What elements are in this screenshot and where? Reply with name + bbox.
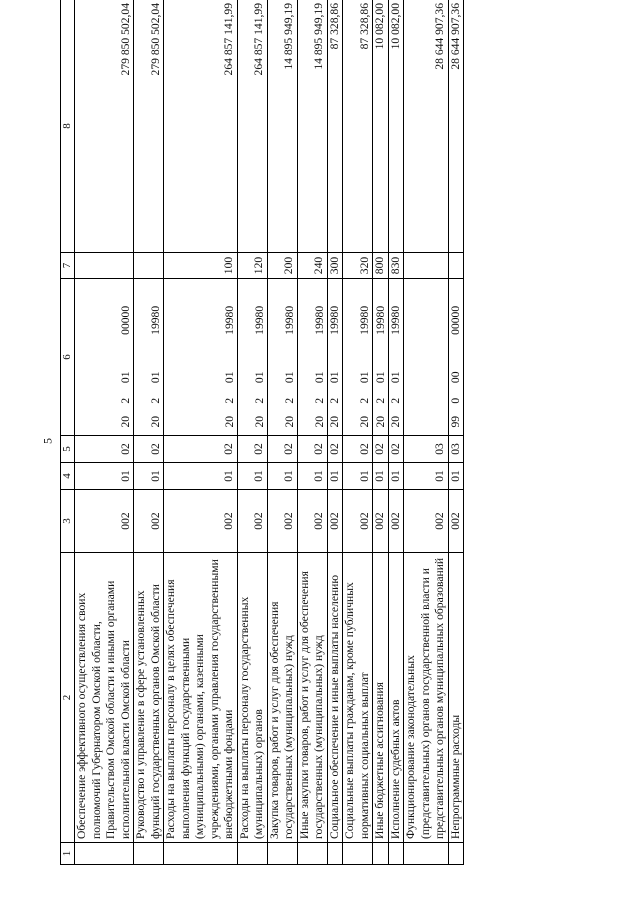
- target-article-cell: [237, 279, 267, 436]
- subsection-cell: 03: [404, 436, 449, 463]
- amount-cell: 14 895 949,19: [297, 0, 327, 253]
- row-number-cell: [448, 843, 464, 865]
- row-number-cell: [327, 843, 343, 865]
- expense-type-cell: [75, 253, 134, 279]
- expense-type-cell: 240: [297, 253, 327, 279]
- section-cell: 01: [327, 463, 343, 490]
- section-cell: 01: [343, 463, 373, 490]
- table-row: [75, 0, 134, 865]
- row-name: Исполнение судебных актов: [388, 553, 404, 843]
- amount-cell: 28 644 907,36: [448, 0, 464, 253]
- target-article-part: 00000: [119, 305, 132, 335]
- amount-cell: 10 082,00: [388, 0, 404, 253]
- code-cell: 002: [267, 490, 297, 553]
- target-article-cell: [448, 279, 464, 436]
- subsection-cell: 02: [327, 436, 343, 463]
- subsection-cell: 02: [297, 436, 327, 463]
- section-cell: 01: [164, 463, 238, 490]
- target-article-part: 01: [389, 371, 402, 384]
- subsection-cell: 02: [134, 436, 164, 463]
- code-cell: 002: [134, 490, 164, 553]
- amount-cell: 28 644 907,36: [404, 0, 449, 253]
- table-row: [343, 0, 373, 865]
- expense-type-cell: 300: [327, 253, 343, 279]
- row-number-cell: [404, 843, 449, 865]
- expense-type-cell: 800: [373, 253, 389, 279]
- target-article-part: 19980: [222, 305, 236, 335]
- target-article-part: 19980: [328, 305, 341, 335]
- amount-cell: 264 857 141,99: [164, 0, 238, 253]
- target-article-part: 01: [252, 371, 266, 384]
- table-row: [327, 0, 343, 865]
- row-number-cell: [388, 843, 404, 865]
- target-article-part: 20: [373, 415, 387, 428]
- header-row: [61, 0, 75, 865]
- section-cell: 01: [388, 463, 404, 490]
- row-number-cell: [134, 843, 164, 865]
- row-name: Расходы на выплаты персоналу государственных (муниципальных) органов: [237, 553, 267, 843]
- row-name: Расходы на выплаты персоналу в целях обеспечения выполнения функций государственными (муниципальными) органами, казенными учреждениями, органами управления государственными внебюджетными фондами: [164, 553, 238, 843]
- target-article-part: 2: [119, 397, 132, 404]
- target-article-part: 00: [449, 371, 462, 384]
- target-article-part: 20: [119, 415, 132, 428]
- target-article-cell: [134, 279, 164, 436]
- section-cell: 01: [237, 463, 267, 490]
- table-row: [134, 0, 164, 865]
- target-article-part: 2: [222, 397, 236, 404]
- subsection-cell: 02: [373, 436, 389, 463]
- target-article-part: 19980: [252, 305, 266, 335]
- target-article-part: 2: [328, 397, 341, 404]
- row-name: Функционирование законодательных (представительных) органов государственной власти и представительных органов муниципальных образований: [404, 553, 449, 843]
- section-cell: 01: [448, 463, 464, 490]
- target-article-part: 2: [282, 397, 296, 404]
- rotated-page: [60, 0, 635, 865]
- row-name: Иные бюджетные ассигнования: [373, 553, 389, 843]
- target-article-part: 2: [149, 397, 162, 404]
- amount-cell: 279 850 502,04: [75, 0, 134, 253]
- amount-cell: 279 850 502,04: [134, 0, 164, 253]
- row-name: Руководство и управление в сфере установленных функций государственных органов Омской области: [134, 553, 164, 843]
- amount-cell: 87 328,86: [343, 0, 373, 253]
- row-number-cell: [297, 843, 327, 865]
- code-cell: 002: [388, 490, 404, 553]
- target-article-part: 2: [389, 397, 402, 404]
- table-row: [164, 0, 238, 865]
- code-cell: 002: [75, 490, 134, 553]
- row-number-cell: [343, 843, 373, 865]
- target-article-part: 2: [252, 397, 266, 404]
- target-article-part: 19980: [358, 305, 371, 335]
- target-article-part: 19980: [149, 305, 162, 335]
- target-article-part: 01: [328, 371, 341, 384]
- target-article-cell: [164, 279, 238, 436]
- target-article-part: 20: [282, 415, 296, 428]
- row-number-cell: [237, 843, 267, 865]
- target-article-part: 99: [449, 415, 462, 428]
- expense-type-cell: 320: [343, 253, 373, 279]
- expense-type-cell: [404, 253, 449, 279]
- code-cell: 002: [373, 490, 389, 553]
- target-article-part: 01: [358, 371, 371, 384]
- target-article-part: 19980: [312, 305, 326, 335]
- row-number-cell: [267, 843, 297, 865]
- row-name: Непрограммные расходы: [448, 553, 464, 843]
- subsection-cell: 02: [237, 436, 267, 463]
- row-name: Обеспечение эффективного осуществления своих полномочий Губернатором Омской области, Правительством Омской области и иными органами исполнительной власти Омской области: [75, 553, 134, 843]
- table-row: [373, 0, 389, 865]
- table-row: [297, 0, 327, 865]
- target-article-part: 01: [119, 371, 132, 384]
- target-article-part: 00000: [449, 305, 462, 335]
- budget-table: [60, 0, 464, 865]
- row-number-cell: [75, 843, 134, 865]
- column-header: 6: [61, 279, 75, 436]
- target-article-part: 20: [328, 415, 341, 428]
- target-article-part: 19980: [282, 305, 296, 335]
- table-row: [267, 0, 297, 865]
- target-article-part: 20: [252, 415, 266, 428]
- column-header: 4: [61, 463, 75, 490]
- target-article-part: 01: [282, 371, 296, 384]
- code-cell: 002: [448, 490, 464, 553]
- table-row: [404, 0, 449, 865]
- expense-type-cell: [134, 253, 164, 279]
- expense-type-cell: [448, 253, 464, 279]
- target-article-part: 2: [373, 397, 387, 404]
- column-header: 8: [61, 0, 75, 253]
- expense-type-cell: 830: [388, 253, 404, 279]
- row-name: Социальные выплаты гражданам, кроме публичных нормативных социальных выплат: [343, 553, 373, 843]
- target-article-part: 19980: [389, 305, 402, 335]
- section-cell: 01: [373, 463, 389, 490]
- section-cell: 01: [404, 463, 449, 490]
- table-row: [388, 0, 404, 865]
- target-article-part: 01: [149, 371, 162, 384]
- subsection-cell: 02: [343, 436, 373, 463]
- target-article-cell: [75, 279, 134, 436]
- page-number: 5: [40, 438, 55, 444]
- row-number-cell: [373, 843, 389, 865]
- amount-cell: 14 895 949,19: [267, 0, 297, 253]
- target-article-cell: [297, 279, 327, 436]
- target-article-cell: [388, 279, 404, 436]
- amount-cell: 87 328,86: [327, 0, 343, 253]
- section-cell: 01: [267, 463, 297, 490]
- row-number-cell: [164, 843, 238, 865]
- target-article-part: 2: [358, 397, 371, 404]
- row-name: Социальное обеспечение и иные выплаты населению: [327, 553, 343, 843]
- amount-cell: 264 857 141,99: [237, 0, 267, 253]
- target-article-part: 01: [222, 371, 236, 384]
- target-article-part: 20: [312, 415, 326, 428]
- table-row: [237, 0, 267, 865]
- target-article-part: 19980: [373, 305, 387, 335]
- section-cell: 01: [75, 463, 134, 490]
- column-header: 3: [61, 490, 75, 553]
- target-article-part: 20: [222, 415, 236, 428]
- target-article-part: 01: [312, 371, 326, 384]
- expense-type-cell: 200: [267, 253, 297, 279]
- column-header: 2: [61, 553, 75, 843]
- amount-cell: 10 082,00: [373, 0, 389, 253]
- target-article-cell: [373, 279, 389, 436]
- code-cell: 002: [297, 490, 327, 553]
- row-name: Иные закупки товаров, работ и услуг для обеспечения государственных (муниципальных) нужд: [297, 553, 327, 843]
- subsection-cell: 02: [267, 436, 297, 463]
- target-article-cell: [343, 279, 373, 436]
- expense-type-cell: 120: [237, 253, 267, 279]
- expense-type-cell: 100: [164, 253, 238, 279]
- code-cell: 002: [404, 490, 449, 553]
- table-row: [448, 0, 464, 865]
- code-cell: 002: [327, 490, 343, 553]
- code-cell: 002: [343, 490, 373, 553]
- code-cell: 002: [237, 490, 267, 553]
- subsection-cell: 02: [164, 436, 238, 463]
- code-cell: 002: [164, 490, 238, 553]
- target-article-part: 20: [358, 415, 371, 428]
- section-cell: 01: [134, 463, 164, 490]
- subsection-cell: 03: [448, 436, 464, 463]
- target-article-part: 20: [149, 415, 162, 428]
- target-article-part: 01: [373, 371, 387, 384]
- target-article-cell: [404, 279, 449, 436]
- column-header: 1: [61, 843, 75, 865]
- column-header: 7: [61, 253, 75, 279]
- target-article-cell: [267, 279, 297, 436]
- target-article-part: 0: [449, 397, 462, 404]
- target-article-cell: [327, 279, 343, 436]
- row-name: Закупка товаров, работ и услуг для обеспечения государственных (муниципальных) нужд: [267, 553, 297, 843]
- subsection-cell: 02: [388, 436, 404, 463]
- target-article-part: 20: [389, 415, 402, 428]
- column-header: 5: [61, 436, 75, 463]
- section-cell: 01: [297, 463, 327, 490]
- target-article-part: 2: [312, 397, 326, 404]
- subsection-cell: 02: [75, 436, 134, 463]
